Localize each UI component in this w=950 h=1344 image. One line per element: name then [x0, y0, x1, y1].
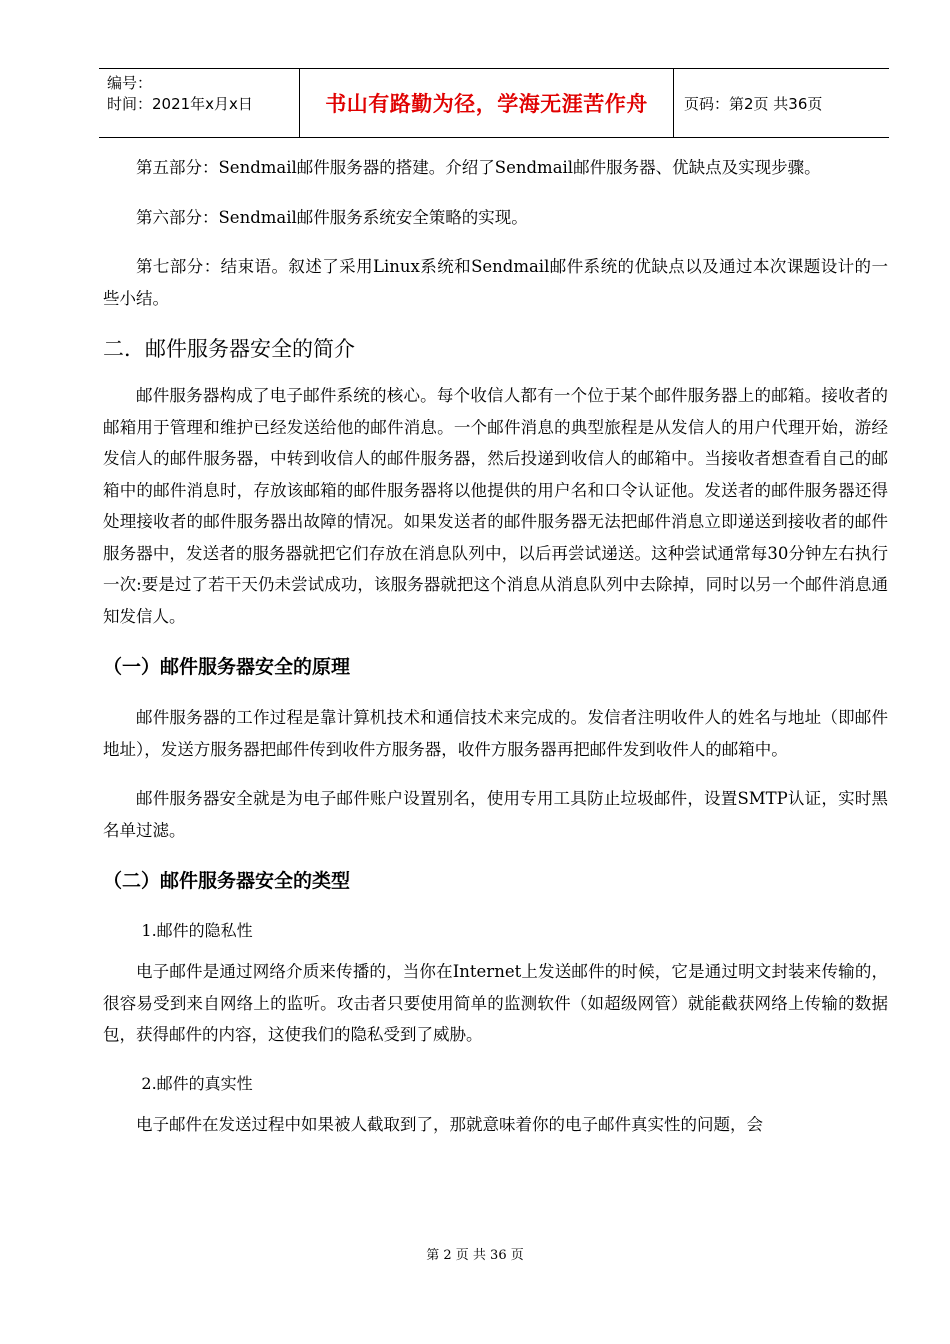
list-item-authenticity: 2.邮件的真实性	[141, 1073, 253, 1093]
privacy-paragraph: 电子邮件是通过网络介质来传播的，当你在Internet上发送邮件的时候，它是通过明文封装来传输的，很容易受到来自网络上的监听。攻击者只要使用简单的监测软件（如超级网管）就能截获网络上传输的数据包，获得邮件的内容，这使我们的隐私受到了威胁。	[103, 962, 888, 1044]
document-body	[103, 152, 888, 1158]
list-item-privacy: 1.邮件的隐私性	[141, 921, 253, 940]
principle-paragraph-1: 邮件服务器的工作过程是靠计算机技术和通信技术来完成的。发信者注明收件人的姓名与地址（即邮件地址），发送方服务器把邮件传到收件方服务器，收件方服务器再把邮件发到收件人的邮箱中。	[103, 708, 888, 759]
page-footer: 第 2 页 共 36 页	[426, 1248, 524, 1263]
document-header	[99, 68, 889, 138]
intro-paragraph-7: 第七部分：结束语。叙述了采用Linux系统和Sendmail邮件系统的优缺点以及通过本次课题设计的一些小结。	[103, 257, 888, 308]
subsection-heading-types: （二）邮件服务器安全的类型	[103, 870, 351, 892]
header-motto: 书山有路勤为径，学海无涯苦作舟	[300, 69, 674, 137]
section-paragraph: 邮件服务器构成了电子邮件系统的核心。每个收信人都有一个位于某个邮件服务器上的邮箱。接收者的邮箱用于管理和维护已经发送给他的邮件消息。一个邮件消息的典型旅程是从发信人的用户代理开始，游经发信人的邮件服务器，中转到收信人的邮件服务器，然后投递到收信人的邮箱中。当接收者想查看自己的邮箱中的邮件消息时，存放该邮箱的邮件服务器将以他提供的用户名和口令认证他。发送者的邮件服务器还得处理接收者的邮件服务器出故障的情况。如果发送者的邮件服务器无法把邮件消息立即递送到接收者的邮件服务器中，发送者的服务器就把它们存放在消息队列中，以后再尝试递送。这种尝试通常每30分钟左右执行一次:要是过了若干天仍未尝试成功，该服务器就把这个消息从消息队列中去除掉，同时以另一个邮件消息通知发信人。	[103, 386, 888, 626]
intro-paragraph-6: 第六部分：Sendmail邮件服务系统安全策略的实现。	[136, 207, 528, 227]
intro-paragraph-5: 第五部分：Sendmail邮件服务器的搭建。介绍了Sendmail邮件服务器、优缺点及实现步骤。	[136, 158, 821, 177]
header-page-info: 页码：第2页 共36页	[684, 94, 823, 113]
principle-paragraph-2: 邮件服务器安全就是为电子邮件账户设置别名，使用专用工具防止垃圾邮件，设置SMTP认证，实时黑名单过滤。	[103, 789, 888, 840]
subsection-heading-principle: （一）邮件服务器安全的原理	[103, 656, 351, 678]
authenticity-paragraph: 电子邮件在发送过程中如果被人截取到了，那就意味着你的电子邮件真实性的问题，会	[136, 1114, 763, 1134]
section-heading: 二．邮件服务器安全的简介	[103, 337, 355, 361]
header-meta	[99, 69, 300, 137]
number-label: 编号：	[107, 74, 153, 92]
time-label: 时间：2021年x月x日	[107, 95, 253, 113]
